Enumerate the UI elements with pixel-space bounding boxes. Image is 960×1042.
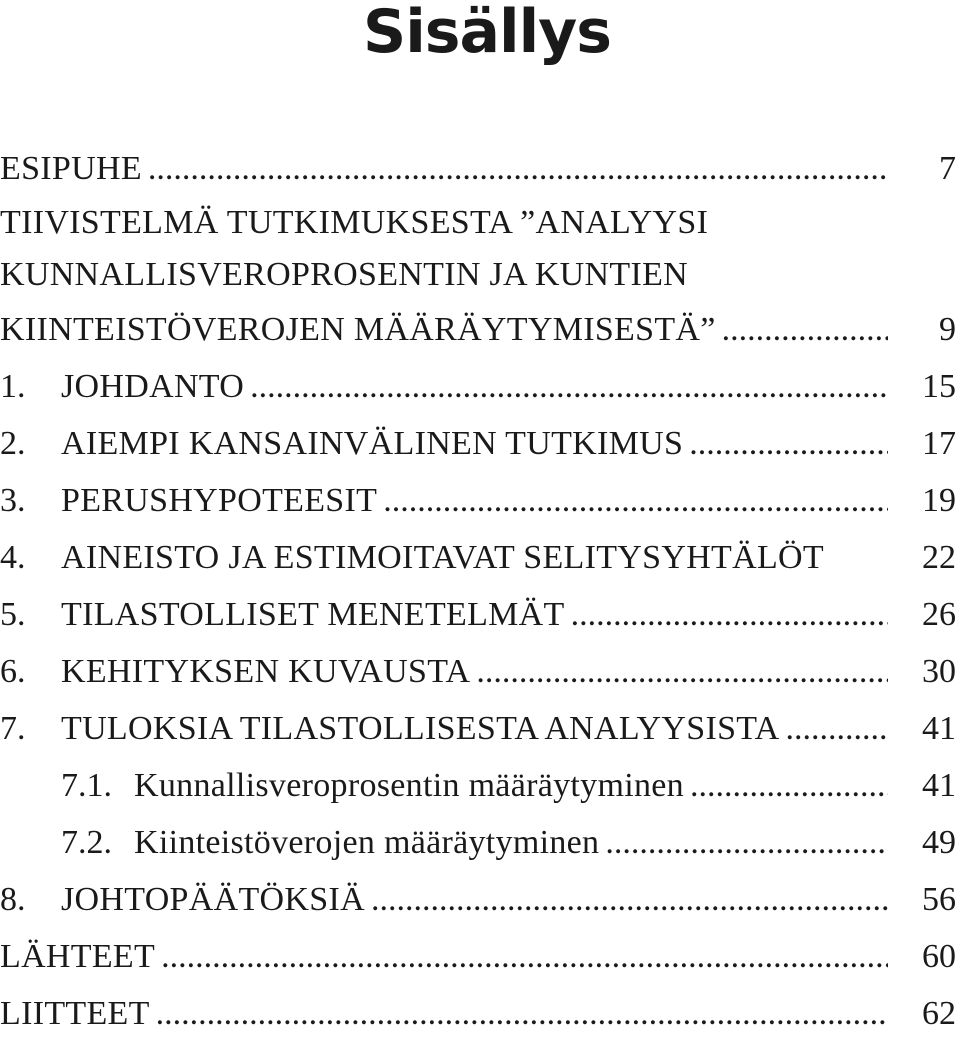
toc-entry-johdanto[interactable] bbox=[0, 358, 960, 415]
toc-entry-lahteet[interactable] bbox=[0, 928, 960, 985]
toc-page-number: 15 bbox=[922, 368, 956, 405]
dot-leader bbox=[722, 310, 888, 350]
toc-entry-number: 7. bbox=[0, 710, 26, 747]
toc-entry-label-line: TIIVISTELMÄ TUTKIMUKSESTA ”ANALYYSI bbox=[0, 204, 709, 241]
table-of-contents bbox=[0, 140, 960, 1042]
dot-leader bbox=[690, 766, 888, 806]
toc-entry-number: 7.1. bbox=[61, 767, 112, 804]
toc-entry-label: KEHITYKSEN KUVAUSTA bbox=[61, 653, 471, 690]
toc-page-number: 19 bbox=[922, 482, 956, 519]
toc-entry-label: Kiinteistöverojen määräytyminen bbox=[134, 824, 600, 861]
toc-entry-number: 8. bbox=[0, 881, 26, 918]
toc-entry-johtopaatoksia[interactable] bbox=[0, 871, 960, 928]
toc-entry-label: AIEMPI KANSAINVÄLINEN TUTKIMUS bbox=[61, 425, 684, 462]
toc-page-number: 22 bbox=[922, 539, 956, 576]
dot-leader bbox=[156, 994, 888, 1034]
toc-entry-label: TULOKSIA TILASTOLLISESTA ANALYYSISTA bbox=[61, 710, 780, 747]
dot-leader bbox=[689, 424, 888, 464]
toc-page-number: 17 bbox=[922, 425, 956, 462]
dot-leader bbox=[383, 481, 888, 521]
toc-entry-number: 2. bbox=[0, 425, 26, 462]
toc-entry-tiivistelma-line-1[interactable] bbox=[0, 197, 960, 249]
toc-entry-label: TILASTOLLISET MENETELMÄT bbox=[61, 596, 565, 633]
toc-page-number: 26 bbox=[922, 596, 956, 633]
toc-entry-tiivistelma[interactable] bbox=[0, 301, 960, 358]
toc-entry-menetelmat[interactable] bbox=[0, 586, 960, 643]
dot-leader bbox=[476, 652, 888, 692]
toc-entry-esipuhe[interactable] bbox=[0, 140, 960, 197]
toc-page-number: 30 bbox=[922, 653, 956, 690]
dot-leader bbox=[786, 709, 889, 749]
toc-entry-label: LIITTEET bbox=[0, 995, 150, 1032]
toc-entry-label: KIINTEISTÖVEROJEN MÄÄRÄYTYMISESTÄ” bbox=[0, 311, 716, 348]
dot-leader bbox=[161, 937, 888, 977]
toc-page-number: 41 bbox=[922, 710, 956, 747]
toc-page-number: 49 bbox=[922, 824, 956, 861]
toc-entry-number: 7.2. bbox=[61, 824, 112, 861]
toc-page-number: 9 bbox=[939, 311, 956, 348]
toc-entry-tuloksia[interactable] bbox=[0, 700, 960, 757]
toc-page-number: 62 bbox=[922, 995, 956, 1032]
toc-entry-label: LÄHTEET bbox=[0, 938, 156, 975]
dot-leader bbox=[571, 595, 888, 635]
dot-leader bbox=[371, 880, 888, 920]
toc-entry-label: Kunnallisveroprosentin määräytyminen bbox=[134, 767, 684, 804]
toc-page-number: 60 bbox=[922, 938, 956, 975]
toc-entry-label: JOHDANTO bbox=[61, 368, 245, 405]
toc-entry-number: 5. bbox=[0, 596, 26, 633]
toc-entry-perushypoteesit[interactable] bbox=[0, 472, 960, 529]
toc-page-number: 7 bbox=[939, 150, 956, 187]
toc-entry-number: 1. bbox=[0, 368, 26, 405]
dot-leader bbox=[250, 367, 888, 407]
toc-entry-label: AINEISTO JA ESTIMOITAVAT SELITYSYHTÄLÖT bbox=[61, 539, 824, 576]
toc-entry-label: PERUSHYPOTEESIT bbox=[61, 482, 378, 519]
page-title: Sisällys bbox=[363, 0, 611, 67]
toc-entry-label: JOHTOPÄÄTÖKSIÄ bbox=[61, 881, 365, 918]
toc-entry-kehitys[interactable] bbox=[0, 643, 960, 700]
toc-entry-aiempi-tutkimus[interactable] bbox=[0, 415, 960, 472]
dot-leader bbox=[605, 823, 888, 863]
toc-entry-label-line: KUNNALLISVEROPROSENTIN JA KUNTIEN bbox=[0, 256, 688, 293]
toc-entry-number: 3. bbox=[0, 482, 26, 519]
toc-entry-aineisto[interactable] bbox=[0, 529, 960, 586]
toc-entry-kiinteistovero[interactable] bbox=[0, 814, 960, 871]
toc-page-number: 56 bbox=[922, 881, 956, 918]
toc-entry-label: ESIPUHE bbox=[0, 150, 142, 187]
toc-page-number: 41 bbox=[922, 767, 956, 804]
toc-entry-liitteet[interactable] bbox=[0, 985, 960, 1042]
toc-entry-number: 4. bbox=[0, 539, 26, 576]
toc-entry-number: 6. bbox=[0, 653, 26, 690]
toc-entry-kunnallisvero[interactable] bbox=[0, 757, 960, 814]
toc-entry-tiivistelma-line-2[interactable] bbox=[0, 249, 960, 301]
dot-leader bbox=[148, 149, 888, 189]
